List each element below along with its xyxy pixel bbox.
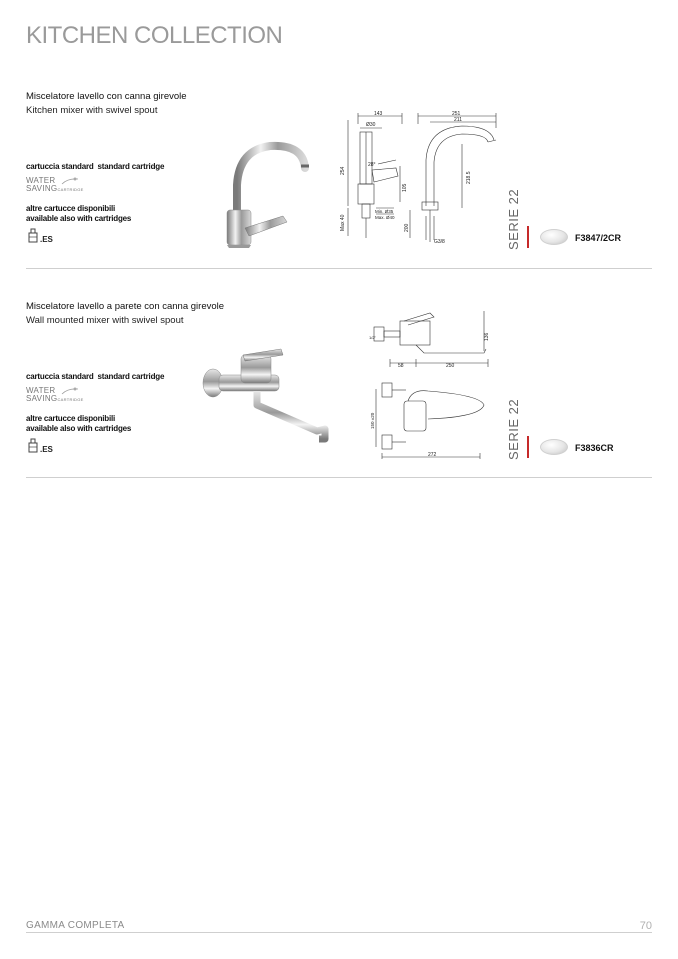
water-saving-text-1: WATER <box>26 386 56 395</box>
footer-label: GAMMA COMPLETA <box>26 920 125 931</box>
dim-272: 272 <box>428 452 437 458</box>
wall-mixer-photo <box>195 335 335 445</box>
cartridge-label-en: standard cartridge <box>97 372 165 381</box>
page-number: 70 <box>639 920 652 932</box>
water-drop-icon <box>60 176 80 186</box>
product-name-en: Kitchen mixer with swivel spout <box>26 105 158 116</box>
dim-250: 250 <box>446 363 455 369</box>
footer-divider <box>26 932 652 933</box>
page-title: KITCHEN COLLECTION <box>26 22 283 49</box>
product-name-en: Wall mounted mixer with swivel spout <box>26 315 184 326</box>
water-saving-text-3: CARTRIDGE <box>57 187 84 192</box>
section-divider <box>26 477 652 478</box>
dim-30: Ø30 <box>366 122 376 128</box>
dim-150: 150 ±20 <box>370 412 375 429</box>
dim-half-inch: 1/2" <box>369 335 376 340</box>
water-drop-icon <box>60 386 80 396</box>
product-code: F3836CR <box>575 443 614 453</box>
technical-drawing-front <box>368 375 498 460</box>
es-label: .ES <box>40 445 53 454</box>
dim-105: 105 <box>402 183 408 192</box>
chrome-finish-swatch <box>540 229 568 245</box>
cartridge-line <box>26 372 164 381</box>
water-saving-text-2: SAVING <box>26 394 58 403</box>
technical-drawing-top <box>368 305 498 370</box>
dim-254: 254 <box>340 166 346 175</box>
alt-cartridges-it: altre cartucce disponibili <box>26 414 116 423</box>
cartridge-label-it: cartuccia standard <box>26 372 94 381</box>
cartridge-label-en: standard cartridge <box>97 162 165 171</box>
water-saving-text-1: WATER <box>26 176 56 185</box>
dim-28: 28° <box>368 162 376 168</box>
dim-max40: Max 40 <box>340 214 346 231</box>
dim-200: 200 <box>404 223 410 232</box>
technical-drawing-front <box>400 110 500 250</box>
dim-136: 136 <box>484 332 490 341</box>
product-code: F3847/2CR <box>575 233 622 243</box>
dim-min35: Min. Ø35 <box>375 209 394 214</box>
section-divider <box>26 268 652 269</box>
dim-211: 211 <box>454 117 462 123</box>
dim-g38: G3/8 <box>434 239 445 245</box>
serie-accent-bar <box>527 436 529 458</box>
product-name-it: Miscelatore lavello a parete con canna girevole <box>26 301 225 312</box>
cartridge-label-it: cartuccia standard <box>26 162 94 171</box>
alt-cartridges-it: altre cartucce disponibili <box>26 204 116 213</box>
cartridge-line <box>26 162 164 171</box>
water-saving-text-3: CARTRIDGE <box>57 397 84 402</box>
dim-58: 58 <box>398 363 404 369</box>
product-name-it: Miscelatore lavello con canna girevole <box>26 91 187 102</box>
dim-251: 251 <box>452 111 461 117</box>
serie-label: SERIE 22 <box>506 188 521 250</box>
serie-label: SERIE 22 <box>506 398 521 460</box>
alt-cartridges <box>26 204 131 224</box>
dim-max40-hole: Max. Ø40 <box>375 215 395 220</box>
serie-accent-bar <box>527 226 529 248</box>
kitchen-mixer-photo <box>215 140 315 250</box>
alt-cartridges-en: available also with cartridges <box>26 424 132 433</box>
chrome-finish-swatch <box>540 439 568 455</box>
es-label: .ES <box>40 235 53 244</box>
dim-143: 143 <box>374 111 383 117</box>
alt-cartridges-en: available also with cartridges <box>26 214 132 223</box>
water-saving-text-2: SAVING <box>26 184 58 193</box>
cartridge-icon <box>26 438 40 454</box>
dim-218: 218.5 <box>466 171 472 184</box>
alt-cartridges <box>26 414 131 434</box>
cartridge-icon <box>26 228 40 244</box>
